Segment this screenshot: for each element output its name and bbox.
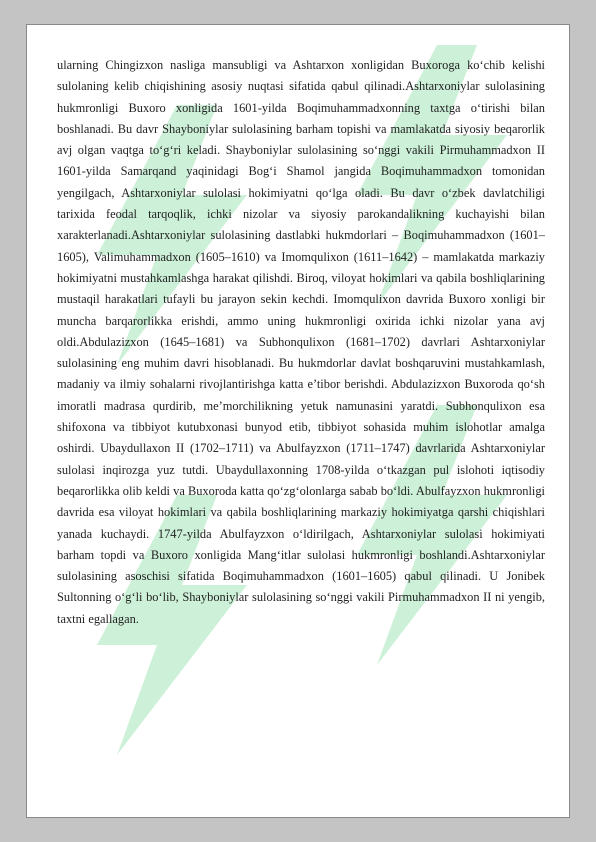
- body-paragraph: ularning Chingizxon nasliga mansubligi va Ashtarxon xonligidan Buxoroga ko‘chib kelishi sulolaning kelib chiqishining asosiy nuqtasi sifatida qabul qilinadi.Ashtarxoniylar sulolasining hukmronligi Buxoro xonligida 1601-yilda Boqimuhammadxonning taxtga o‘tirishi bilan boshlanadi. Bu davr Shayboniylar sulolasining barham topishi va mamlakatda siyosiy beqarorlik avj olgan vaqtga to‘g‘ri keladi. Shayboniylar sulolasining so‘nggi vakili Pirmuhammadxon II 1601-yilda Samarqand yaqinidagi Bog‘i Shamol jangida Boqimuhammadxon tomonidan yengilgach, Ashtarxoniylar sulolasi hokimiyatni qo‘lga oladi. Bu davr o‘zbek davlatchiligi tarixida feodal tarqoqlik, ichki nizolar va siyosiy parokandalikning kuchayishi bilan xarakterlanadi.Ashtarxoniylar sulolasining dastlabki hukmdorlari – Boqimuhammadxon (1601–1605), Valimuhammadxon (1605–1610) va Imomqulixon (1611–1642) – mamlakatda markaziy hokimiyatni mustahkamlashga harakat qilishdi. Biroq, viloyat hokimlari va qabila boshliqlarining mustaqil harakatlari tufayli bu jarayon sekin kechdi. Imomqulixon davrida Buxoro xonligi bir muncha barqarorlikka erishdi, ammo uning hukmronligi oxirida ichki nizolar yana avj oldi.Abdulazizxon (1645–1681) va Subhonqulixon (1681–1702) davrlari Ashtarxoniylar sulolasining eng muhim davri hisoblanadi. Bu hukmdorlar davlat boshqaruvini mustahkamlash, madaniy va ilmiy sohalarni rivojlantirishga katta e’tibor berishdi. Abdulazizxon Buxoroda qo‘sh imoratli madrasa qurdirib, me’morchilikning yetuk namunasini yaratdi. Subhonqulixon esa shifoxona va tibbiyot kutubxonasi bunyod etib, tibbiyot sohasida muhim islohotlar amalga oshirdi. Ubaydullaxon II (1702–1711) va Abulfayzxon (1711–1747) davrlarida Ashtarxoniylar sulolasi inqirozga yuz tutdi. Ubaydullaxonning 1708-yilda o‘tkazgan pul islohoti iqtisodiy beqarorlikka olib keldi va Buxoroda katta qo‘zg‘olonlarga sabab bo‘ldi. Abulfayzxon hukmronligi davrida esa viloyat hokimlari va qabila boshliqlarining markaziy hokimiyatga qarshi chiqishlari yanada kuchaydi. 1747-yilda Abulfayzxon o‘ldirilgach, Ashtarxoniylar sulolasi hokimiyati barham topdi va Buxoro xonligida Mang‘itlar sulolasi hukmronligi boshlandi.Ashtarxoniylar sulolasining asoschisi sifatida Boqimuhammadxon (1601–1605) qabul qilinadi. U Jonibek Sultonning o‘g‘li bo‘lib, Shayboniylar sulolasining so‘nggi vakili Pirmuhammadxon II ni yengib, taxtni egallagan.: [57, 58, 545, 626]
- document-page: [26, 24, 570, 818]
- body-text-block: [57, 55, 545, 630]
